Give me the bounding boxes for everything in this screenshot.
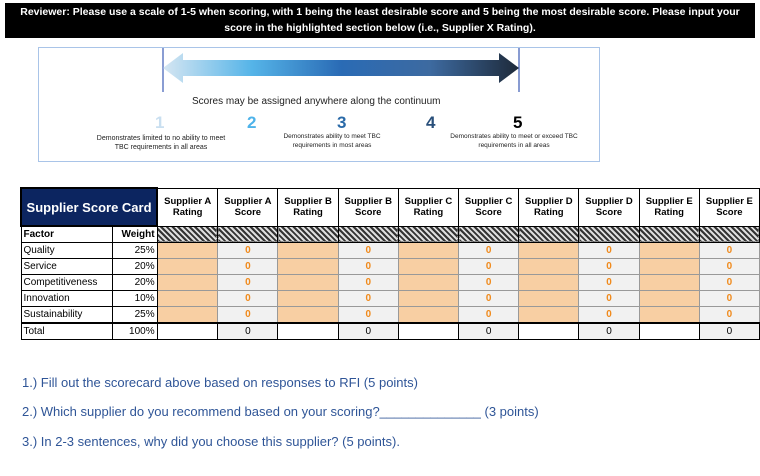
rating-input-cell[interactable] [519, 259, 579, 275]
factor-cell: Sustainability [21, 307, 112, 324]
column-header: Supplier D Score [579, 188, 639, 226]
total-score-cell: 0 [338, 323, 398, 340]
table-row [21, 291, 760, 307]
hatched-cell [157, 226, 218, 243]
hatched-cell [218, 226, 278, 243]
rating-input-cell[interactable] [278, 291, 338, 307]
weight-cell: 25% [112, 307, 157, 324]
score-cell: 0 [579, 307, 639, 324]
weight-cell: 20% [112, 259, 157, 275]
rating-input-cell[interactable] [278, 307, 338, 324]
rating-input-cell[interactable] [519, 307, 579, 324]
score-cell: 0 [338, 259, 398, 275]
rating-input-cell[interactable] [278, 259, 338, 275]
scale-number-4: 4 [426, 113, 436, 132]
score-cell: 0 [218, 243, 278, 259]
total-rating-cell [157, 323, 218, 340]
hatched-cell [459, 226, 519, 243]
total-label: Total [21, 323, 112, 340]
rating-input-cell[interactable] [639, 307, 699, 324]
column-header: Supplier E Rating [639, 188, 699, 226]
score-cell: 0 [218, 275, 278, 291]
rating-input-cell[interactable] [398, 243, 458, 259]
score-cell: 0 [699, 307, 759, 324]
rating-input-cell[interactable] [157, 259, 218, 275]
banner-line-2: score in the highlighted section below (i.e., Supplier X Rating). [224, 22, 536, 34]
total-rating-cell [398, 323, 458, 340]
score-cell: 0 [218, 307, 278, 324]
table-row [21, 307, 760, 324]
weight-cell: 25% [112, 243, 157, 259]
hatched-cell [639, 226, 699, 243]
scale-description-1: Demonstrates limited to no ability to meet TBC requirements in all areas [96, 135, 226, 151]
rating-input-cell[interactable] [278, 243, 338, 259]
column-header: Supplier B Rating [278, 188, 338, 226]
hatched-cell [398, 226, 458, 243]
score-cell: 0 [218, 259, 278, 275]
total-weight: 100% [112, 323, 157, 340]
column-header: Supplier C Score [459, 188, 519, 226]
table-row [21, 243, 760, 259]
table-title: Supplier Score Card [21, 188, 157, 226]
rating-input-cell[interactable] [157, 275, 218, 291]
rating-input-cell[interactable] [157, 243, 218, 259]
rating-input-cell[interactable] [398, 259, 458, 275]
column-header: Supplier D Rating [519, 188, 579, 226]
hatched-cell [338, 226, 398, 243]
total-score-cell: 0 [459, 323, 519, 340]
scale-number-3: 3 [337, 113, 347, 132]
factor-cell: Competitiveness [21, 275, 112, 291]
score-cell: 0 [338, 275, 398, 291]
factor-cell: Innovation [21, 291, 112, 307]
score-cell: 0 [699, 243, 759, 259]
hatched-cell [579, 226, 639, 243]
question-3: 3.) In 2-3 sentences, why did you choose this supplier? (5 points). [22, 434, 400, 449]
score-cell: 0 [699, 291, 759, 307]
score-cell: 0 [579, 243, 639, 259]
scoring-scale [38, 47, 600, 162]
rating-input-cell[interactable] [398, 275, 458, 291]
supplier-score-card-table [20, 187, 760, 340]
scale-number-1: 1 [155, 113, 165, 132]
rating-input-cell[interactable] [639, 275, 699, 291]
rating-input-cell[interactable] [519, 275, 579, 291]
score-cell: 0 [338, 291, 398, 307]
banner-line-1: Reviewer: Please use a scale of 1-5 when scoring, with 1 being the least desirable score and 5 being the most desirable score. Please input your [20, 6, 740, 18]
total-score-cell: 0 [699, 323, 759, 340]
factor-header: Factor [21, 226, 112, 243]
hatched-cell [278, 226, 338, 243]
column-header: Supplier A Rating [157, 188, 218, 226]
factor-cell: Service [21, 259, 112, 275]
scale-description-3: Demonstrates ability to meet TBC requirements in most areas [283, 133, 381, 149]
score-cell: 0 [459, 291, 519, 307]
total-row [21, 323, 760, 340]
rating-input-cell[interactable] [639, 243, 699, 259]
weight-header: Weight [112, 226, 157, 243]
weight-cell: 20% [112, 275, 157, 291]
rating-input-cell[interactable] [398, 307, 458, 324]
factor-cell: Quality [21, 243, 112, 259]
score-cell: 0 [699, 275, 759, 291]
total-rating-cell [519, 323, 579, 340]
score-cell: 0 [579, 291, 639, 307]
rating-input-cell[interactable] [157, 291, 218, 307]
score-cell: 0 [459, 307, 519, 324]
hatched-cell [519, 226, 579, 243]
score-cell: 0 [338, 243, 398, 259]
column-header: Supplier B Score [338, 188, 398, 226]
rating-input-cell[interactable] [519, 243, 579, 259]
table-row [21, 275, 760, 291]
column-header: Supplier A Score [218, 188, 278, 226]
score-cell: 0 [579, 259, 639, 275]
question-1: 1.) Fill out the scorecard above based on responses to RFI (5 points) [22, 375, 418, 390]
column-header: Supplier C Rating [398, 188, 458, 226]
score-cell: 0 [459, 259, 519, 275]
scale-number-5: 5 [513, 113, 523, 132]
column-header: Supplier E Score [699, 188, 759, 226]
score-cell: 0 [579, 275, 639, 291]
rating-input-cell[interactable] [639, 291, 699, 307]
rating-input-cell[interactable] [157, 307, 218, 324]
total-rating-cell [278, 323, 338, 340]
scale-number-2: 2 [247, 113, 257, 132]
hatched-cell [699, 226, 759, 243]
score-cell: 0 [699, 259, 759, 275]
rating-input-cell[interactable] [278, 275, 338, 291]
total-score-cell: 0 [579, 323, 639, 340]
weight-cell: 10% [112, 291, 157, 307]
rating-input-cell[interactable] [639, 259, 699, 275]
rating-input-cell[interactable] [519, 291, 579, 307]
scale-description-5: Demonstrates ability to meet or exceed TBC requirements in all areas [450, 133, 578, 149]
score-cell: 0 [218, 291, 278, 307]
table-row [21, 259, 760, 275]
rating-input-cell[interactable] [398, 291, 458, 307]
instructions-banner [5, 3, 755, 38]
score-cell: 0 [459, 243, 519, 259]
total-score-cell: 0 [218, 323, 278, 340]
score-cell: 0 [459, 275, 519, 291]
total-rating-cell [639, 323, 699, 340]
question-2: 2.) Which supplier do you recommend based on your scoring?______________ (3 points) [22, 404, 539, 419]
scale-caption: Scores may be assigned anywhere along the continuum [192, 96, 441, 107]
score-cell: 0 [338, 307, 398, 324]
